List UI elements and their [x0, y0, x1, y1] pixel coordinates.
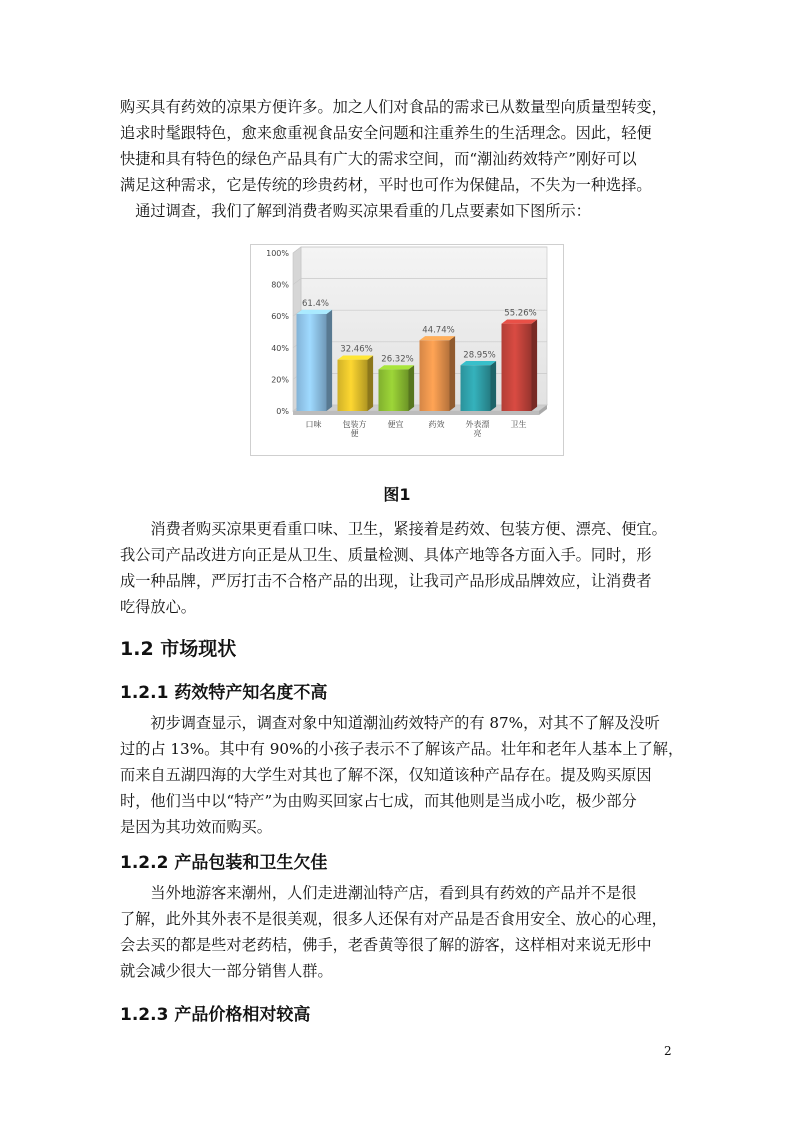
paragraph-line: 购买具有药效的凉果方便许多。加之人们对食品的需求已从数量型向质量型转变，: [120, 98, 667, 116]
paragraph-line: 成一种品牌，严厉打击不合格产品的出现，让我司产品形成品牌效应，让消费者: [120, 572, 652, 590]
y-tick-label: 60%: [271, 312, 289, 322]
bar-chart-figure: [250, 244, 564, 456]
paragraph-line: 时，他们当中以“特产”为由购买回家占七成，而其他则是当成小吃，极少部分: [120, 792, 637, 810]
y-tick-label: 40%: [271, 343, 289, 353]
packaging-paragraph: [120, 880, 676, 984]
bar-top: [338, 356, 374, 360]
paragraph-line: 快捷和具有特色的绿色产品具有广大的需求空间，而“潮汕药效特产”刚好可以: [120, 150, 637, 168]
bar-side: [532, 319, 538, 411]
section-heading: 1.2 市场现状: [120, 638, 237, 660]
paragraph-line: 通过调查，我们了解到消费者购买凉果看重的几点要素如下图所示：: [120, 202, 591, 220]
plot-floor-edge: [293, 411, 539, 415]
paragraph-line: 初步调查显示，调查对象中知道潮汕药效特产的有 87%，对其不了解及没听: [120, 714, 660, 732]
bar: [461, 365, 491, 411]
paragraph-line: 会去买的都是些对老药桔，佛手，老香黄等很了解的游客，这样相对来说无形中: [120, 936, 652, 954]
bar-side: [450, 336, 456, 411]
paragraph-line: 满足这种需求，它是传统的珍贵药材，平时也可作为保健品，不失为一种选择。: [120, 176, 652, 194]
awareness-paragraph: [120, 710, 684, 840]
paragraph-line: 就会减少很大一部分销售人群。: [120, 962, 333, 980]
y-tick-label: 80%: [271, 280, 289, 290]
subsection-heading: 1.2.2 产品包装和卫生欠佳: [120, 853, 328, 873]
bar: [379, 369, 409, 411]
bar-top: [461, 361, 497, 365]
bar-top: [420, 336, 456, 340]
bar-side: [491, 361, 497, 411]
bar: [297, 314, 327, 411]
paragraph-line: 消费者购买凉果更看重口味、卫生，紧接着是药效、包装方便、漂亮、便宜。: [120, 520, 667, 538]
paragraph-line: 过的占 13%。其中有 90%的小孩子表示不了解该产品。壮年和老年人基本上了解，: [120, 740, 684, 758]
bar-top: [379, 365, 415, 369]
x-tick-label: 药效: [428, 420, 445, 429]
bar-top: [502, 319, 538, 323]
bar: [338, 360, 368, 411]
paragraph-line: 吃得放心。: [120, 598, 196, 616]
data-label: 28.95%: [463, 350, 496, 361]
intro-paragraph: [120, 94, 676, 224]
data-label: 55.26%: [504, 308, 537, 319]
bar: [502, 324, 532, 411]
bar-top: [297, 310, 333, 314]
x-tick-label: 便宜: [387, 420, 404, 429]
x-tick-label: 外表漂: [465, 420, 490, 429]
bar-side: [327, 310, 333, 411]
paragraph-line: 是因为其功效而购买。: [120, 818, 272, 836]
paragraph-line: 我公司产品改进方向正是从卫生、质量检测、具体产地等各方面入手。同时，形: [120, 546, 652, 564]
bar-chart: [251, 245, 563, 455]
x-tick-label: 卫生: [510, 420, 527, 429]
paragraph-line: 当外地游客来潮州，人们走进潮汕特产店，看到具有药效的产品并不是很: [120, 884, 637, 902]
data-label: 32.46%: [340, 344, 373, 355]
bar: [420, 340, 450, 411]
data-label: 61.4%: [301, 298, 330, 309]
x-tick-label: 口味: [305, 420, 322, 429]
bar-side: [409, 365, 415, 411]
subsection-heading: 1.2.1 药效特产知名度不高: [120, 683, 328, 703]
y-tick-label: 20%: [271, 375, 289, 385]
page-number: 2: [664, 1044, 672, 1058]
y-tick-label: 100%: [266, 249, 289, 258]
figure-caption: 图1: [383, 485, 411, 504]
paragraph-line: 了解，此外其外表不是很美观，很多人还保有对产品是否食用安全、放心的心理，: [120, 910, 667, 928]
subsection-heading: 1.2.3 产品价格相对较高: [120, 1005, 311, 1025]
x-tick-label: 便: [350, 429, 359, 438]
data-label: 44.74%: [422, 325, 455, 336]
paragraph-line: 追求时髦跟特色，愈来愈重视食品安全问题和注重养生的生活理念。因此，轻便: [120, 124, 652, 142]
x-tick-label: 亮: [473, 429, 482, 438]
bar-side: [368, 356, 374, 411]
y-tick-label: 0%: [276, 407, 289, 416]
x-tick-label: 包装方: [342, 420, 367, 429]
analysis-paragraph: [120, 516, 676, 620]
data-label: 26.32%: [381, 354, 414, 365]
paragraph-line: 而来自五湖四海的大学生对其也了解不深，仅知道该种产品存在。提及购买原因: [120, 766, 652, 784]
